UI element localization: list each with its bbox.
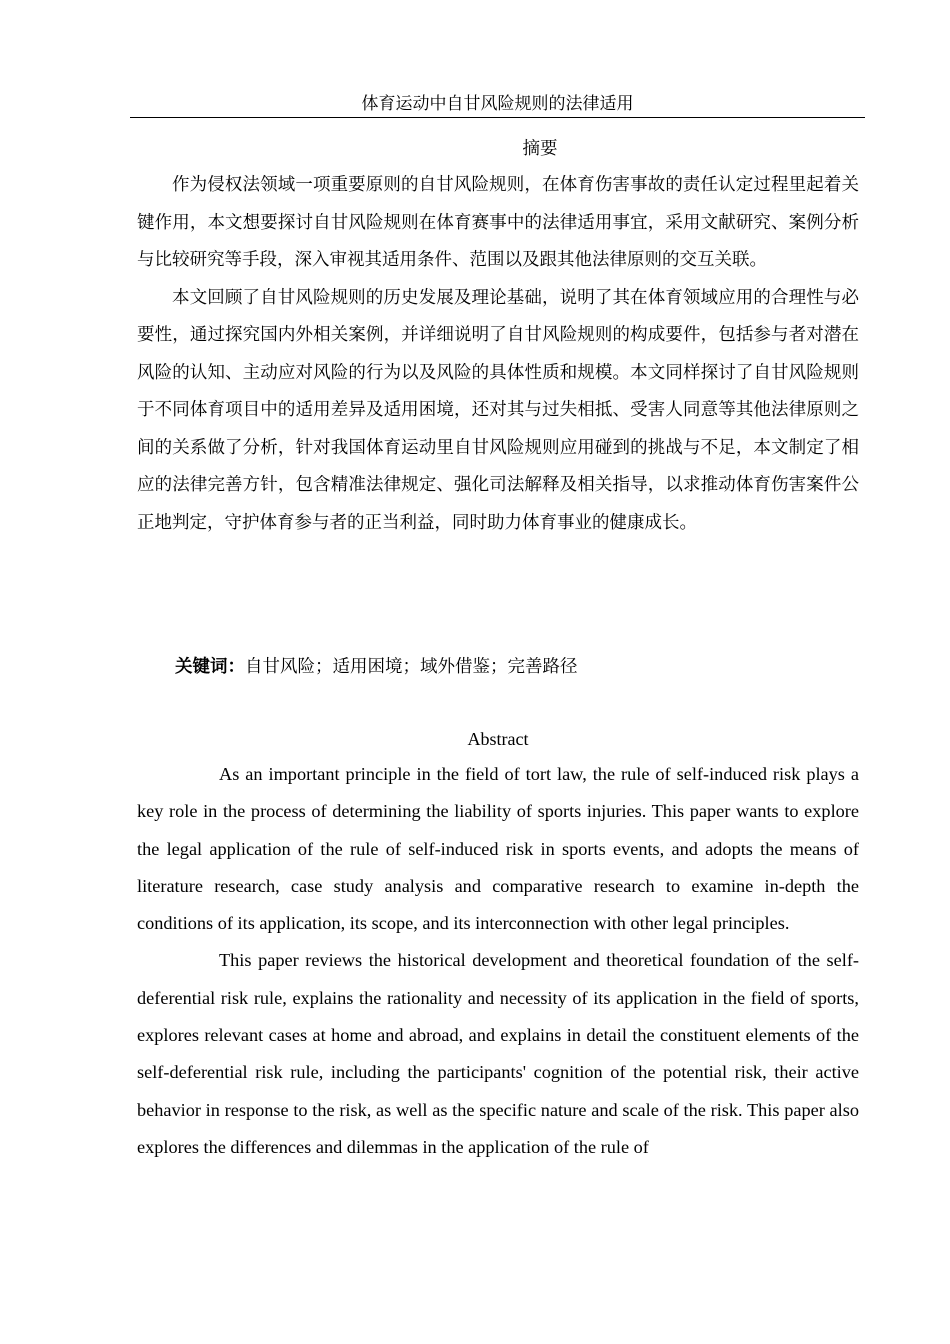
abstract-cn-body [137,167,859,542]
abstract-en-title: Abstract [467,729,529,749]
abstract-en-body [137,756,859,1166]
keywords-list: 自甘风险；适用困境；域外借鉴；完善路径 [245,657,578,677]
keywords-colon: ： [227,657,245,677]
keywords-line [175,652,578,682]
running-header-title: 体育运动中自甘风险规则的法律适用 [130,92,865,118]
abstract-cn-paragraph-2: 本文回顾了自甘风险规则的历史发展及理论基础，说明了其在体育领域应用的合理性与必要性，通过探究国内外相关案例，并详细说明了自甘风险规则的构成要件，包括参与者对潜在风险的认知、主动应对风险的行为以及风险的具体性质和规模。本文同样探讨了自甘风险规则于不同体育项目中的适用差异及适用困境，还对其与过失相抵、受害人同意等其他法律原则之间的关系做了分析，针对我国体育运动里自甘风险规则应用碰到的挑战与不足，本文制定了相应的法律完善方针，包含精准法律规定、强化司法解释及相关指导，以求推动体育伤害案件公正地判定，守护体育参与者的正当利益，同时助力体育事业的健康成长。 [137,287,859,533]
abstract-cn-title: 摘要 [522,139,558,159]
abstract-en-paragraph-1: As an important principle in the field of tort law, the rule of self-induced risk plays a key role in the process of determining the liability of sports injuries. This paper wants to explore the legal application of the rule of self-induced risk in sports events, and adopts the means of literature research, case study analysis and comparative research to examine in-depth the conditions of its application, its scope, and its interconnection with other legal principles. [137,764,859,934]
keywords-label: 关键词 [175,657,228,677]
abstract-en-paragraph-2: This paper reviews the historical development and theoretical foundation of the self-deferential risk rule, explains the rationality and necessity of its application in the field of sports, explores relevant cases at home and abroad, and explains in detail the constituent elements of the self-deferential risk rule, including the participants' cognition of the potential risk, their active behavior in response to the risk, as well as the specific nature and scale of the risk. This paper also explores the differences and dilemmas in the application of the rule of [137,950,859,1157]
abstract-cn-paragraph-1: 作为侵权法领域一项重要原则的自甘风险规则，在体育伤害事故的责任认定过程里起着关键作用，本文想要探讨自甘风险规则在体育赛事中的法律适用事宜，采用文献研究、案例分析与比较研究等手段，深入审视其适用条件、范围以及跟其他法律原则的交互关联。 [137,175,859,270]
